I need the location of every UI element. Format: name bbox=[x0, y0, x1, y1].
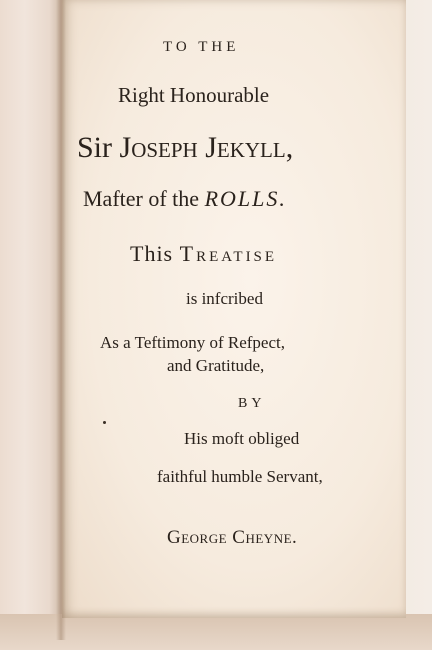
testimony-line: As a Teftimony of Refpect, bbox=[100, 333, 285, 352]
ink-speck bbox=[103, 421, 106, 424]
name-jekyll: Jekyll, bbox=[205, 131, 294, 164]
previous-page-edge bbox=[0, 0, 62, 650]
master-prefix: Mafter of the bbox=[83, 186, 200, 211]
name-joseph: Joseph bbox=[119, 131, 198, 164]
to-the-line: TO THE bbox=[163, 39, 240, 55]
by-line: BY bbox=[238, 396, 266, 411]
humble-servant-line: faithful humble Servant, bbox=[157, 467, 323, 486]
treatise-word: Treatise bbox=[179, 241, 278, 266]
author-signature-line: George Cheyne. bbox=[167, 527, 298, 548]
most-obliged-line: His moft obliged bbox=[184, 429, 300, 448]
dedicatee-name-line bbox=[77, 133, 293, 163]
page-gutter bbox=[56, 0, 66, 640]
gratitude-line: and Gratitude, bbox=[167, 356, 265, 375]
right-honourable-line: Right Honourable bbox=[118, 83, 270, 107]
master-of-rolls-line bbox=[83, 188, 287, 210]
this-word: This bbox=[130, 241, 174, 266]
inscribed-line: is infcribed bbox=[186, 289, 263, 308]
this-treatise-line bbox=[130, 243, 277, 265]
rolls-word: ROLLS. bbox=[204, 186, 287, 211]
name-sir: Sir bbox=[77, 131, 113, 164]
background-strip bbox=[406, 0, 432, 650]
